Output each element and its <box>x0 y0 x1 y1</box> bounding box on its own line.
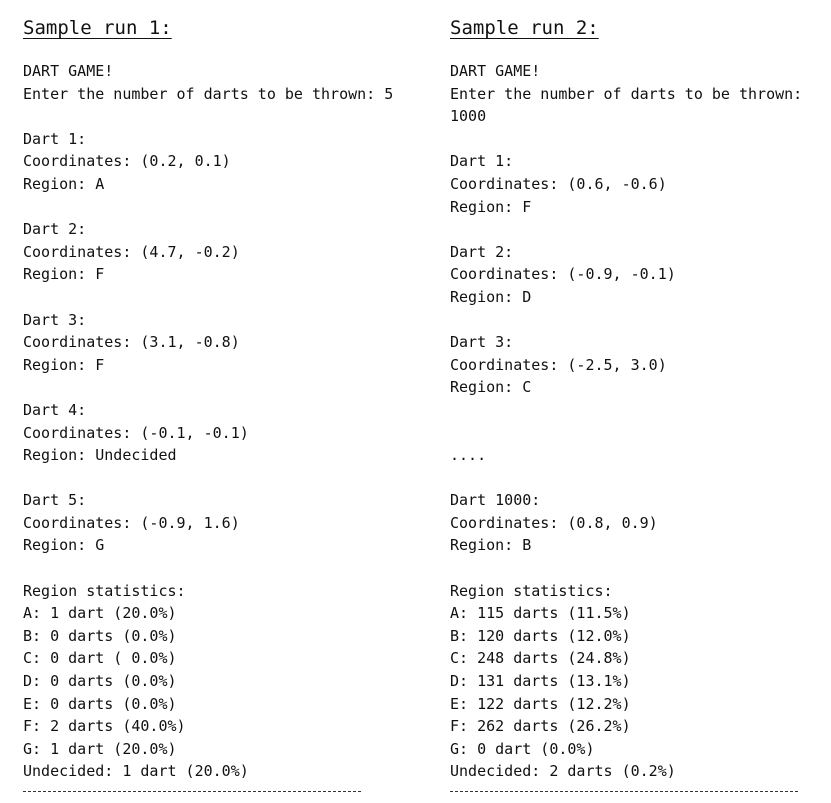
separator-line-2 <box>450 791 798 792</box>
output-line: .... <box>450 446 487 465</box>
output-line <box>450 399 820 422</box>
output-line: DART GAME! <box>23 62 114 80</box>
output-line <box>450 422 820 445</box>
output-line: Undecided: 1 dart (20.0%) <box>23 762 249 781</box>
output-line: G: 0 dart (0.0%) <box>450 739 595 758</box>
output-line: Region: C <box>450 378 532 397</box>
output-line: Undecided: 2 darts (0.2%) <box>450 762 676 781</box>
output-line: Coordinates: (-0.1, -0.1) <box>23 423 249 442</box>
output-line: Coordinates: (3.1, -0.8) <box>23 333 240 352</box>
output-line: B: 0 darts (0.0%) <box>23 626 177 645</box>
output-line: G: 1 dart (20.0%) <box>23 739 177 758</box>
output-line: E: 0 darts (0.0%) <box>23 694 177 713</box>
output-line: Region: F <box>23 265 105 284</box>
output-line: Coordinates: (4.7, -0.2) <box>23 242 240 261</box>
output-line: Region: A <box>23 174 105 193</box>
output-line: E: 122 darts (12.2%) <box>450 694 631 713</box>
output-line: Dart 3: <box>23 310 87 329</box>
output-line <box>23 467 423 490</box>
sample-run-2-heading: Sample run 2: <box>450 17 599 39</box>
sample-run-2 <box>450 14 820 783</box>
output-line: F: 2 darts (40.0%) <box>23 717 186 736</box>
output-line: Coordinates: (-0.9, 1.6) <box>23 513 240 532</box>
output-line: Enter the number of darts to be thrown: 5 <box>23 84 394 103</box>
output-line: D: 0 darts (0.0%) <box>23 672 177 691</box>
output-line: Dart 3: <box>450 333 514 352</box>
output-line: C: 0 dart ( 0.0%) <box>23 649 177 668</box>
output-line: C: 248 darts (24.8%) <box>450 649 631 668</box>
output-line: A: 115 darts (11.5%) <box>450 604 631 623</box>
output-line: Region: Undecided <box>23 446 177 465</box>
separator-line-1 <box>23 791 361 792</box>
output-line: Coordinates: (0.2, 0.1) <box>23 152 231 171</box>
sample-run-1-output <box>23 60 423 783</box>
output-line: Dart 1: <box>450 152 514 171</box>
output-line: Region: G <box>23 536 105 555</box>
output-line: D: 131 darts (13.1%) <box>450 672 631 691</box>
output-line: DART GAME! <box>450 62 541 80</box>
output-line: Coordinates: (0.6, -0.6) <box>450 174 667 193</box>
output-line <box>450 557 820 580</box>
output-line: Region statistics: <box>23 581 186 600</box>
output-line: Dart 1000: <box>450 491 541 510</box>
output-line: Dart 2: <box>450 242 514 261</box>
sample-run-1 <box>23 14 423 783</box>
output-line: A: 1 dart (20.0%) <box>23 604 177 623</box>
output-line <box>23 557 423 580</box>
output-line: Dart 4: <box>23 400 87 419</box>
output-line: Coordinates: (-0.9, -0.1) <box>450 265 676 284</box>
output-line: Region: F <box>23 355 105 374</box>
output-line: F: 262 darts (26.2%) <box>450 717 631 736</box>
output-line: B: 120 darts (12.0%) <box>450 626 631 645</box>
output-line <box>23 196 423 219</box>
output-line <box>23 376 423 399</box>
output-line: 1000 <box>450 107 487 126</box>
output-line: Coordinates: (0.8, 0.9) <box>450 513 658 532</box>
output-line: Region: D <box>450 287 532 306</box>
output-line <box>23 286 423 309</box>
output-line <box>450 218 820 241</box>
output-line <box>450 467 820 490</box>
output-line: Region: B <box>450 536 532 555</box>
output-line: Coordinates: (-2.5, 3.0) <box>450 355 667 374</box>
output-line <box>23 105 423 128</box>
sample-run-1-heading: Sample run 1: <box>23 17 172 39</box>
output-line: Dart 1: <box>23 129 87 148</box>
output-line <box>450 309 820 332</box>
output-line: Dart 5: <box>23 491 87 510</box>
output-line: Region: F <box>450 197 532 216</box>
output-line: Dart 2: <box>23 220 87 239</box>
output-line: Enter the number of darts to be thrown: <box>450 84 803 103</box>
output-line: Region statistics: <box>450 581 613 600</box>
sample-run-2-output <box>450 60 820 783</box>
output-line <box>450 128 820 151</box>
